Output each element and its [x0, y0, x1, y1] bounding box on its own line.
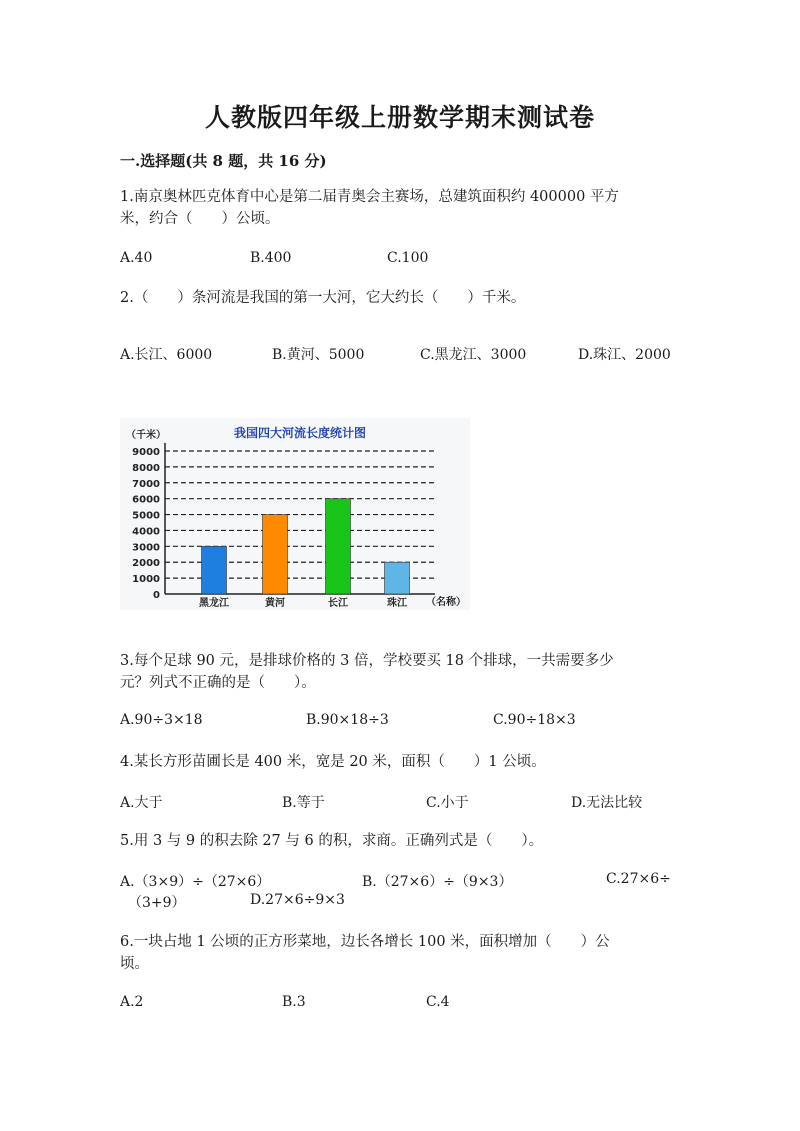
q2-option-a: A.长江、6000 [120, 347, 213, 363]
q3-option-c: C.90÷18×3 [493, 712, 576, 728]
question-1-line2: 米，约合（ ）公顷。 [120, 211, 280, 227]
y-tick-label: 1000 [132, 574, 160, 586]
q6-option-b: B.3 [282, 994, 306, 1010]
y-tick-label: 5000 [132, 510, 160, 522]
y-tick-label: 0 [153, 590, 160, 601]
q1-option-b: B.400 [250, 250, 292, 266]
q5-option-d: D.27×6÷9×3 [250, 892, 345, 908]
q1-option-a: A.40 [120, 250, 153, 266]
section-heading: 一.选择题(共 8 题，共 16 分) [120, 152, 327, 170]
question-6-line2: 顷。 [120, 956, 149, 972]
category-label: 长江 [328, 598, 348, 609]
y-tick-label: 7000 [132, 478, 160, 490]
category-label: 珠江 [387, 598, 407, 609]
question-5-line1: 5.用 3 与 9 的积去除 27 与 6 的积，求商。正确列式是（ ）。 [120, 833, 544, 849]
bar-2 [326, 499, 351, 594]
q2-option-c: C.黑龙江、3000 [420, 347, 527, 363]
chart-svg [120, 418, 470, 610]
question-1-line1: 1.南京奥林匹克体育中心是第二届青奥会主赛场，总建筑面积约 400000 平方 [120, 189, 619, 205]
q3-option-a: A.90÷3×18 [120, 712, 203, 728]
question-3-line2: 元？列式不正确的是（ ）。 [120, 675, 316, 691]
question-2-line1: 2.（ ）条河流是我国的第一大河，它大约长（ ）千米。 [120, 290, 526, 306]
q5-option-c-cont: （3+9） [128, 895, 186, 911]
y-tick-label: 8000 [132, 462, 160, 474]
bar-0 [202, 546, 227, 594]
category-label: 黑龙江 [199, 598, 229, 609]
river-length-chart [120, 418, 470, 610]
question-4-line1: 4.某长方形苗圃长是 400 米，宽是 20 米，面积（ ）1 公顷。 [120, 754, 546, 770]
x-axis-label: （名称） [426, 597, 466, 608]
category-label: 黄河 [265, 598, 285, 609]
bar-1 [263, 515, 288, 594]
y-tick-label: 9000 [132, 447, 160, 458]
q5-option-b: B.（27×6）÷（9×3） [362, 874, 513, 890]
q4-option-b: B.等于 [282, 795, 325, 811]
q4-option-c: C.小于 [426, 795, 469, 811]
y-tick-label: 6000 [132, 494, 160, 506]
q3-option-b: B.90×18÷3 [306, 712, 389, 728]
y-tick-label: 2000 [132, 558, 160, 570]
bar-3 [385, 562, 410, 594]
question-6-line1: 6.一块占地 1 公顷的正方形菜地，边长各增长 100 米，面积增加（ ）公 [120, 934, 610, 950]
q5-option-a: A.（3×9）÷（27×6） [120, 874, 271, 890]
q4-option-d: D.无法比较 [571, 795, 643, 811]
y-axis-label: （千米） [126, 430, 166, 441]
q5-option-c: C.27×6÷ [606, 871, 671, 887]
q2-option-d: D.珠江、2000 [578, 347, 671, 363]
q1-option-c: C.100 [387, 250, 429, 266]
q2-option-b: B.黄河、5000 [272, 347, 365, 363]
q6-option-c: C.4 [426, 994, 450, 1010]
chart-title: 我国四大河流长度统计图 [233, 426, 367, 440]
y-tick-label: 3000 [132, 542, 160, 554]
page-title: 人教版四年级上册数学期末测试卷 [204, 103, 595, 132]
question-3-line1: 3.每个足球 90 元，是排球价格的 3 倍，学校要买 18 个排球，一共需要多少 [120, 653, 614, 669]
q6-option-a: A.2 [120, 994, 144, 1010]
y-tick-label: 4000 [132, 526, 160, 538]
q4-option-a: A.大于 [120, 795, 163, 811]
